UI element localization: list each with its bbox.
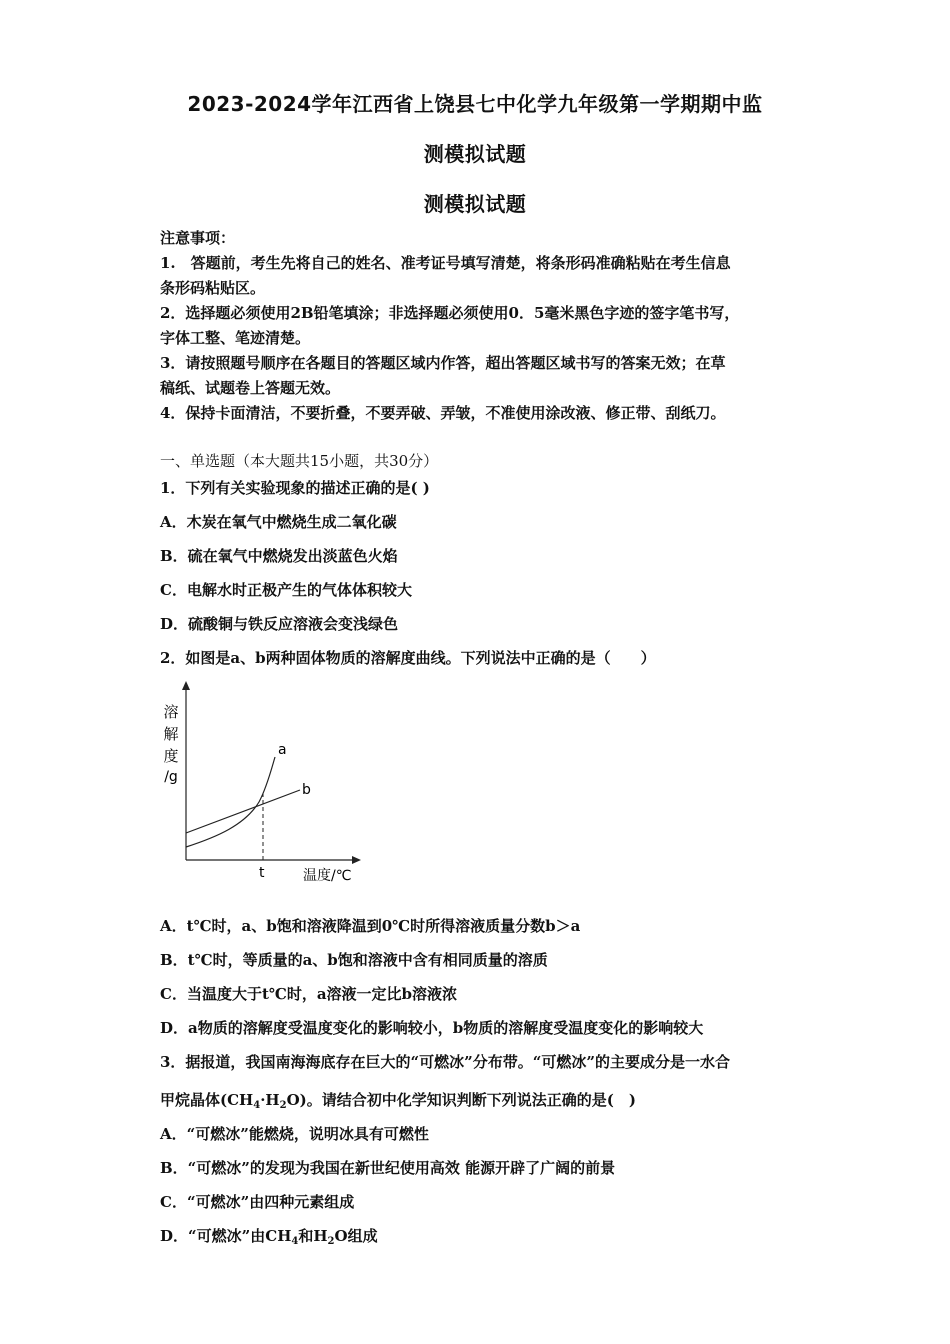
subscript: 4 <box>253 1100 261 1111</box>
curve-b-label: b <box>302 782 311 798</box>
y-label-char: 度 <box>163 747 179 765</box>
section-heading: 一、单选题（本大题共15小题，共30分） <box>160 452 439 470</box>
y-axis-arrow <box>182 681 190 690</box>
notice-item: 字体工整、笔迹清楚。 <box>160 329 311 347</box>
q3-option-b: B．“可燃冰”的发现为我国在新世纪使用高效 能源开辟了广阔的前景 <box>160 1159 616 1177</box>
notice-item: 条形码粘贴区。 <box>160 279 266 297</box>
y-label-char: 溶 <box>163 703 179 721</box>
notice-item: 稿纸、试题卷上答题无效。 <box>160 379 341 397</box>
q3-stem-text: 甲烷晶体(CH <box>160 1091 254 1109</box>
q3-stem-text: ·H <box>260 1091 280 1109</box>
q2-option-c: C．当温度大于t℃时，a溶液一定比b溶液浓 <box>160 985 458 1003</box>
q3-stem-text: O)。请结合初中化学知识判断下列说法正确的是( ) <box>286 1091 636 1109</box>
x-axis-label: 温度/℃ <box>303 868 352 884</box>
notice-item: 4．保持卡面清洁，不要折叠，不要弄破、弄皱，不准使用涂改液、修正带、刮纸刀。 <box>160 404 726 422</box>
q3-option-c: C．“可燃冰”由四种元素组成 <box>160 1193 355 1211</box>
q3-stem-line2 <box>160 1089 800 1111</box>
q3-option-d-text: D．“可燃冰”由CH <box>160 1227 292 1245</box>
q1-option-c: C．电解水时正极产生的气体体积较大 <box>160 581 412 599</box>
x-axis-arrow <box>352 856 361 864</box>
q2-option-d: D．a物质的溶解度受温度变化的影响较小，b物质的溶解度受温度变化的影响较大 <box>160 1019 704 1037</box>
solubility-curve-graph <box>155 675 375 890</box>
curve-a <box>186 757 275 847</box>
subscript: 2 <box>327 1236 335 1247</box>
q1-option-d: D．硫酸铜与铁反应溶液会变浅绿色 <box>160 615 399 633</box>
curve-b <box>186 790 300 833</box>
notice-heading: 注意事项： <box>160 229 236 247</box>
notice-item: 3．请按照题号顺序在各题目的答题区域内作答，超出答题区域书写的答案无效；在草 <box>160 354 726 372</box>
notice-item: 1. 答题前，考生先将自己的姓名、准考证号填写清楚，将条形码准确粘贴在考生信息 <box>160 254 731 272</box>
subscript: 4 <box>291 1236 299 1247</box>
y-label-char: 解 <box>163 725 179 743</box>
title-line-3: 测模拟试题 <box>423 192 527 216</box>
q2-option-a: A．t℃时，a、b饱和溶液降温到0℃时所得溶液质量分数b＞a <box>160 917 581 935</box>
t-tick-label: t <box>259 865 265 881</box>
notice-item: 2．选择题必须使用2B铅笔填涂；非选择题必须使用0．5毫米黑色字迹的签字笔书写， <box>160 304 740 322</box>
q2-option-b: B．t℃时，等质量的a、b饱和溶液中含有相同质量的溶质 <box>160 951 548 969</box>
q3-stem-line1: 3．据报道，我国南海海底存在巨大的“可燃冰”分布带。“可燃冰”的主要成分是一水合 <box>160 1053 730 1071</box>
title-line-1: 2023-2024学年江西省上饶县七中化学九年级第一学期期中监 <box>187 92 763 116</box>
q3-option-d <box>160 1225 800 1247</box>
q2-stem: 2．如图是a、b两种固体物质的溶解度曲线。下列说法中正确的是（ ） <box>160 649 656 667</box>
y-label-char: /g <box>164 769 178 785</box>
q1-stem: 1．下列有关实验现象的描述正确的是( ) <box>160 479 430 497</box>
curve-a-label: a <box>278 742 287 758</box>
q3-option-d-text: O组成 <box>334 1227 378 1245</box>
q3-option-d-text: 和H <box>298 1227 328 1245</box>
title-line-2: 测模拟试题 <box>423 142 527 166</box>
subscript: 2 <box>279 1100 287 1111</box>
q1-option-b: B．硫在氧气中燃烧发出淡蓝色火焰 <box>160 547 398 565</box>
q1-option-a: A．木炭在氧气中燃烧生成二氧化碳 <box>160 513 397 531</box>
q3-option-a: A．“可燃冰”能燃烧，说明冰具有可燃性 <box>160 1125 429 1143</box>
notice-block <box>160 226 800 426</box>
